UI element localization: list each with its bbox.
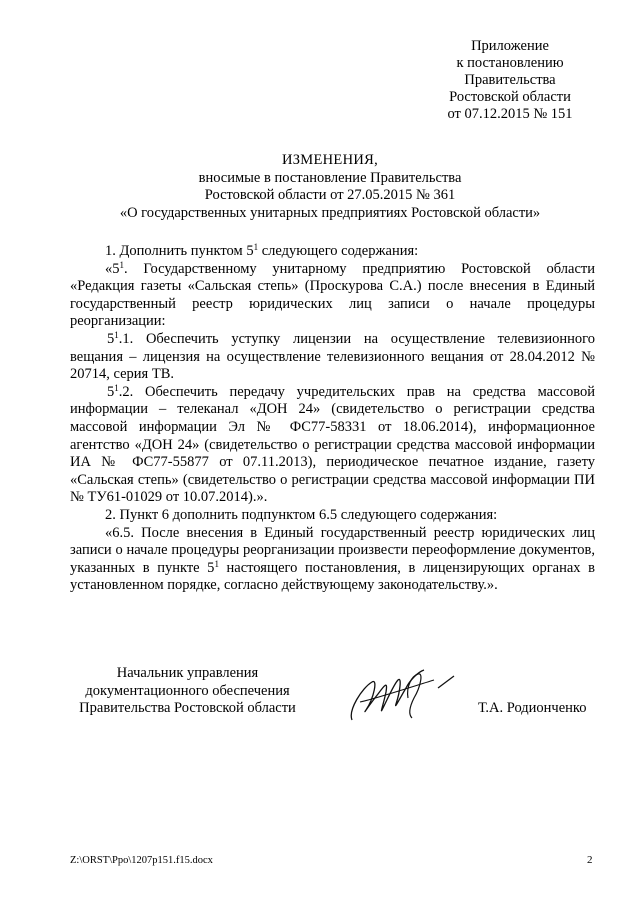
- appendix-line: к постановлению: [456, 55, 564, 71]
- title-line: вносимые в постановление Правительства: [198, 169, 462, 186]
- paragraph: [70, 525, 595, 595]
- paragraph-text: 1. Дополнить пунктом 5: [105, 243, 254, 259]
- superscript: 1: [119, 259, 124, 270]
- paragraph: [70, 384, 595, 507]
- handwritten-signature: [338, 658, 468, 738]
- paragraph-text: . Государственному унитарному предприятию Ростовской области «Редакция газеты «Сальская степь» (Проскурова С.А.) после внесения в Единый государственный реестр юридических лиц записи о начале процедуры реорганизации:: [70, 260, 595, 330]
- document-body: [70, 243, 595, 595]
- superscript: 1: [114, 329, 119, 340]
- appendix-line: от 07.12.2015 № 151: [447, 106, 573, 122]
- paragraph-text: настоящего постановления, в лицензирующих органах в установленном порядке, согласно действующему законодательству.».: [70, 559, 595, 594]
- paragraph-text: .2. Обеспечить передачу учредительских прав на средства массовой информации – телеканал «ДОН 24» (свидетельство о регистрации средства массовой информации Эл № ФС77-58331 от 18.06.2014), информационное агентство «ДОН 24» (свидетельство о регистрации средства массовой информации ИА № ФС77-55877 от 07.11.2013), периодическое печатное издание, газету «Сальская степь» (свидетельство о регистрации средства массовой информации ПИ № ТУ61-01029 от 10.07.2014).».: [70, 383, 595, 506]
- appendix-line: Ростовской области: [449, 89, 571, 105]
- position-line: документационного обеспечения: [85, 682, 290, 699]
- paragraph: 2. Пункт 6 дополнить подпунктом 6.5 следующего содержания:: [105, 506, 498, 523]
- paragraph: [70, 261, 595, 331]
- page-number: 2: [587, 854, 593, 866]
- paragraph-text: .1. Обеспечить уступку лицензии на осуществление телевизионного вещания – лицензия на осуществление телевизионного вещания от 28.04.2012 № 20714, серия ТВ.: [70, 330, 595, 383]
- position-line: Начальник управления: [116, 665, 259, 681]
- title-line: «О государственных унитарных предприятиях Ростовской области»: [119, 204, 541, 221]
- paragraph: [70, 243, 595, 261]
- paragraph-text: следующего содержания:: [258, 243, 419, 259]
- superscript: 1: [214, 558, 219, 569]
- paragraph: [70, 331, 595, 384]
- paragraph-text: «5: [105, 260, 120, 277]
- appendix-header: [410, 38, 610, 123]
- document-title: [70, 152, 590, 222]
- signatory-position: [70, 665, 305, 718]
- position-line: Правительства Ростовской области: [79, 700, 296, 716]
- title-line: Ростовской области от 27.05.2015 № 361: [204, 187, 456, 203]
- signatory-name: Т.А. Родионченко: [478, 700, 587, 716]
- appendix-line: Приложение: [471, 38, 549, 54]
- paragraph-text: «6.5. После внесения в Единый государственный реестр юридических лиц записи о начале процедуры реорганизации произвести переоформление документов, указанных в пункте 5: [70, 524, 595, 576]
- paragraph-text: 5: [107, 383, 115, 400]
- appendix-line: Правительства: [464, 72, 556, 88]
- paragraph-text: 5: [107, 330, 115, 347]
- superscript: 1: [114, 382, 119, 393]
- title-heading: ИЗМЕНЕНИЯ,: [281, 152, 379, 168]
- superscript: 1: [253, 242, 259, 252]
- footer-file-path: Z:\ORST\Ppo\1207p151.f15.docx: [70, 855, 213, 866]
